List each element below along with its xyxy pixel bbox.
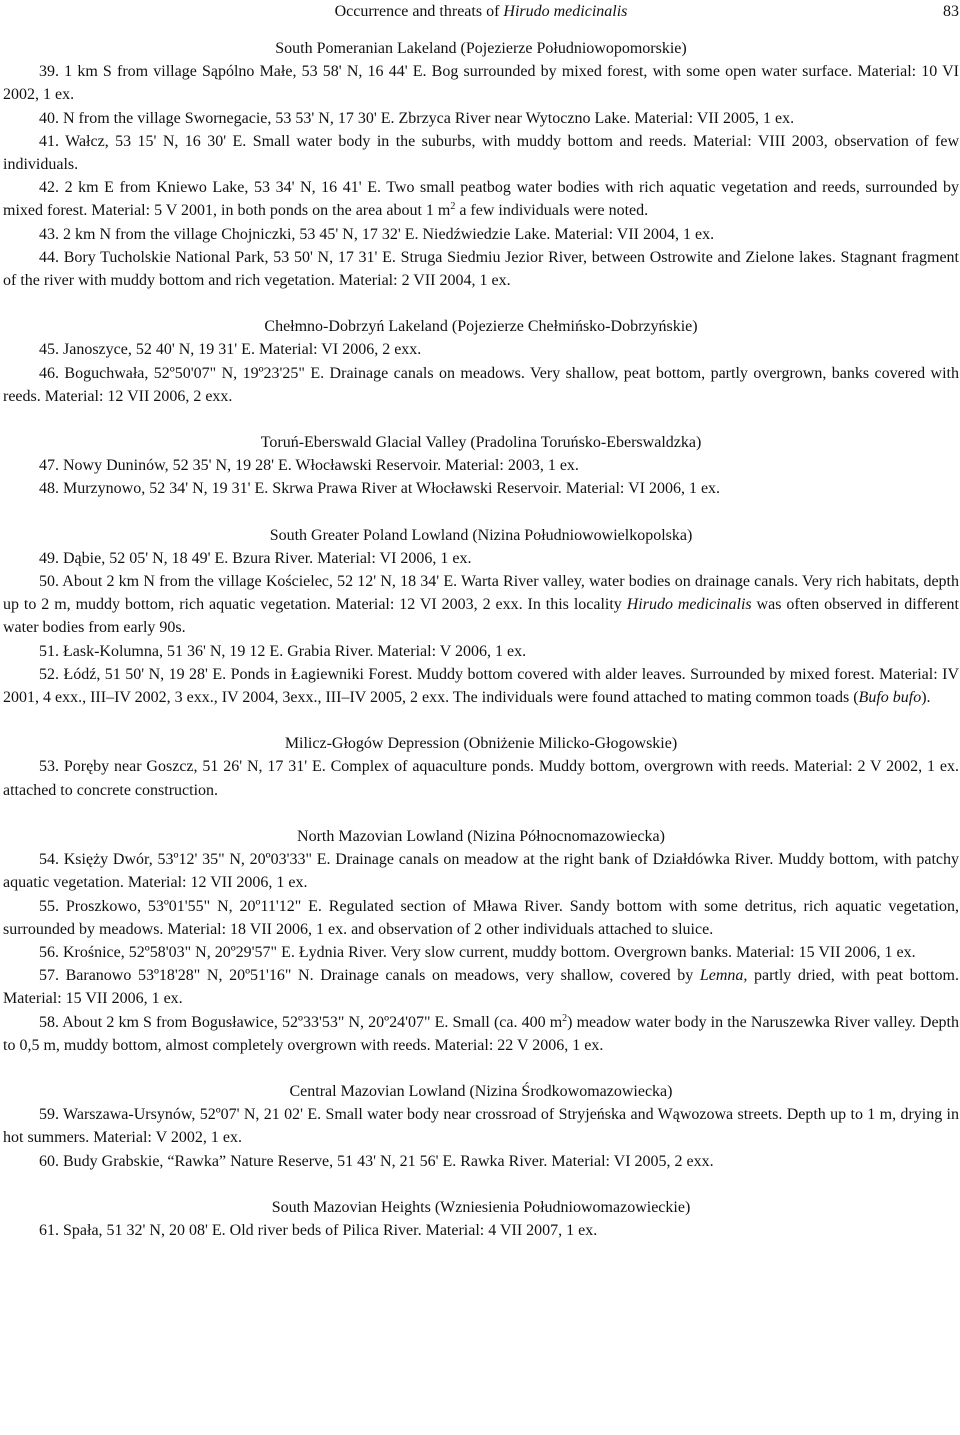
locality-entry [3, 176, 959, 222]
entry-text: 60. Budy Grabskie, “Rawka” Nature Reserve, 51 43' N, 21 56' E. Rawka River. Material: VI 2005, 2 exx. [39, 1152, 714, 1170]
section-heading: Toruń-Eberswald Glacial Valley (Pradolina Toruńsko-Eberswaldzka) [260, 434, 702, 452]
section-gap [3, 501, 959, 524]
entry-text: 59. Warszawa-Ursynów, 52º07' N, 21 02' E. Small water body near crossroad of Stryjeńska and Wąwozowa streets. Depth up to 1 m, drying in hot summers. Material: V 2002, 1 ex. [3, 1106, 959, 1147]
locality-entry [3, 223, 959, 246]
entry-text: 46. Boguchwała, 52º50'07" N, 19º23'25" E. Drainage canals on meadows. Very shallow, peat bottom, partly overgrown, banks covered with reeds. Material: 12 VII 2006, 2 exx. [3, 364, 959, 405]
locality-entry [3, 848, 959, 894]
entry-text: 55. Proszkowo, 53º01'55" N, 20º11'12" E. Regulated section of Mława River. Sandy bottom with some detritus, rich aquatic vegetation, surrounded by meadows. Material: 18 VII 2006, 1 ex. and observation of 2 other individuals attached to sluice. [3, 897, 959, 938]
section-heading: Milicz-Głogów Depression (Obniżenie Milicko-Głogowskie) [284, 735, 678, 753]
entry-text: 45. Janoszyce, 52 40' N, 19 31' E. Material: VI 2006, 2 exx. [39, 341, 422, 359]
header-gap [3, 23, 959, 37]
entry-text: 40. N from the village Swornegacie, 53 53' N, 17 30' E. Zbrzyca River near Wytoczno Lake. Material: VII 2005, 1 ex. [39, 109, 795, 127]
section-heading: South Greater Poland Lowland (Nizina Południowowielkopolska) [269, 526, 693, 544]
entry-text: 49. Dąbie, 52 05' N, 18 49' E. Bzura River. Material: VI 2006, 1 ex. [39, 549, 472, 567]
section-gap [3, 1057, 959, 1080]
entry-text: ) meadow water body in the Naruszewka River valley. Depth to 0,5 m, muddy bottom, almost completely overgrown with reeds. Material: 22 V 2006, 1 ex. [3, 1013, 960, 1054]
running-title-text: Occurrence and threats of [334, 3, 504, 20]
entry-text: ). [921, 689, 931, 707]
entry-text: partly dried, with peat bottom. Material: 15 VII 2006, 1 ex. [3, 967, 960, 1008]
locality-entry [3, 60, 959, 106]
section-heading: South Mazovian Heights (Wzniesienia Południowomazowieckie) [271, 1198, 691, 1216]
locality-entry [3, 454, 959, 477]
locality-entry [3, 755, 959, 801]
locality-entry [3, 640, 959, 663]
entry-text: 57. Baranowo 53º18'28" N, 20º51'16" N. Drainage canals on meadows, very shallow, covered by [39, 967, 700, 985]
locality-entry [3, 1103, 959, 1149]
locality-entry [3, 941, 959, 964]
entry-text: 47. Nowy Duninów, 52 35' N, 19 28' E. Włocławski Reservoir. Material: 2003, 1 ex. [39, 457, 579, 475]
running-header [3, 0, 959, 23]
entry-text: 39. 1 km S from village Sąpólno Małe, 53 58' N, 16 44' E. Bog surrounded by mixed forest, with some open water surface. Material: 10 VI 2002, 1 ex. [3, 63, 959, 104]
section-heading: Central Mazovian Lowland (Nizina Środkowomazowiecka) [289, 1082, 673, 1100]
section-heading: South Pomeranian Lakeland (Pojezierze Południowopomorskie) [275, 40, 687, 57]
locality-entry [3, 1150, 959, 1173]
section-gap [3, 709, 959, 732]
locality-entry [3, 1219, 959, 1242]
italic-taxon: Bufo bufo [858, 689, 922, 707]
entry-text: was often observed in different water bodies from early 90s. [3, 596, 959, 637]
section-gap [3, 408, 959, 431]
locality-entry [3, 1011, 959, 1057]
section-gap [3, 292, 959, 315]
locality-entry [3, 663, 959, 709]
locality-entry [3, 570, 959, 640]
document-page [3, 0, 959, 1242]
locality-entry [3, 338, 959, 361]
entry-text: 58. About 2 km S from Bogusławice, 52º33'53" N, 20º24'07" E. Small (ca. 400 m [39, 1013, 563, 1031]
locality-entry [3, 246, 959, 292]
entry-text: 56. Krośnice, 52º58'03" N, 20º29'57" E. Łydnia River. Very slow current, muddy bottom. Overgrown banks. Material: 15 VII 2006, 1 ex. [39, 943, 916, 961]
locality-entry [3, 477, 959, 500]
entry-text: a few individuals were noted. [455, 202, 649, 220]
locality-entry [3, 895, 959, 941]
superscript: 2 [562, 1012, 568, 1024]
running-title [3, 0, 959, 23]
entry-text: 43. 2 km N from the village Chojniczki, 53 45' N, 17 32' E. Niedźwiedzie Lake. Material: VII 2004, 1 ex. [39, 225, 715, 243]
running-title-species: Hirudo medicinalis [503, 3, 628, 20]
entry-text: 52. Łódź, 51 50' N, 19 28' E. Ponds in Łagiewniki Forest. Muddy bottom covered with alder leaves. Surrounded by mixed forest. Material: IV 2001, 4 exx., III–IV 2002, 3 exx., IV 2004, 3exx., III–IV 2005, 2 exx. The individuals were found attached to mating common toads ( [3, 665, 959, 707]
entry-text: 41. Wałcz, 53 15' N, 16 30' E. Small water body in the suburbs, with muddy bottom and reeds. Material: VIII 2003, observation of few individuals. [3, 132, 959, 174]
italic-taxon: Hirudo medicinalis [626, 596, 752, 614]
locality-list [3, 37, 959, 1242]
entry-text: 50. About 2 km N from the village Kościelec, 52 12' N, 18 34' E. Warta River valley, water bodies on drainage canals. Very rich habitats, depth up to 2 m, muddy bottom, rich aquatic vegetation. Material: 12 VI 2003, 2 exx. In this locality [3, 573, 959, 614]
locality-entry [3, 130, 959, 176]
entry-text: 54. Księży Dwór, 53º12' 35" N, 20º03'33" E. Drainage canals on meadow at the right bank of Działdówka River. Muddy bottom, with patchy aquatic vegetation. Material: 12 VII 2006, 1 ex. [3, 851, 959, 892]
locality-entry [3, 107, 959, 130]
entry-text: 51. Łask-Kolumna, 51 36' N, 19 12 E. Grabia River. Material: V 2006, 1 ex. [39, 642, 527, 660]
entry-text: 48. Murzynowo, 52 34' N, 19 31' E. Skrwa Prawa River at Włocławski Reservoir. Material: VI 2006, 1 ex. [39, 480, 721, 498]
section-heading: Chełmno-Dobrzyń Lakeland (Pojezierze Chełmińsko-Dobrzyńskie) [264, 318, 698, 336]
entry-text: 44. Bory Tucholskie National Park, 53 50' N, 17 31' E. Struga Siedmiu Jezior River, between Ostrowite and Zielone lakes. Stagnant fragment of the river with muddy bottom and rich vegetation. Material: 2 VII 2004, 1 ex. [3, 248, 959, 290]
section-gap [3, 802, 959, 825]
italic-taxon: Lemna, [699, 967, 748, 985]
entry-text: 61. Spała, 51 32' N, 20 08' E. Old river beds of Pilica River. Material: 4 VII 2007, 1 ex. [39, 1221, 598, 1239]
page-number: 83 [943, 3, 959, 20]
locality-entry [3, 964, 959, 1010]
superscript: 2 [450, 201, 456, 213]
section-heading: North Mazovian Lowland (Nizina Północnomazowiecka) [297, 827, 665, 845]
locality-entry [3, 547, 959, 570]
section-gap [3, 1173, 959, 1196]
entry-text: 42. 2 km E from Kniewo Lake, 53 34' N, 16 41' E. Two small peatbog water bodies with rich aquatic vegetation and reeds, surrounded by mixed forest. Material: 5 V 2001, in both ponds on the area about 1 m [3, 179, 959, 220]
locality-entry [3, 362, 959, 408]
entry-text: 53. Poręby near Goszcz, 51 26' N, 17 31' E. Complex of aquaculture ponds. Muddy bottom, overgrown with reeds. Material: 2 V 2002, 1 ex. attached to concrete construction. [3, 758, 959, 799]
